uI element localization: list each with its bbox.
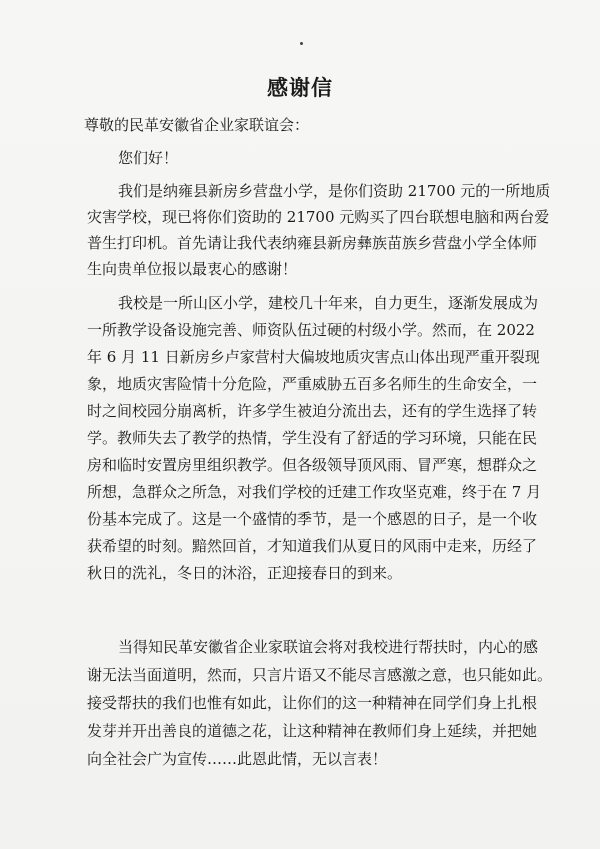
paragraph-2-line: 秋日的洗礼，冬日的沐浴，正迎接春日的到来。 <box>87 564 403 582</box>
paragraph-1-line: 灾害学校，现已将你们资助的 21700 元购买了四台联想电脑和两台爱 <box>87 208 550 226</box>
paragraph-2-line: 我校是一所山区小学，建校几十年来，自力更生，逐渐发展成为 <box>118 294 539 312</box>
paragraph-2-line: 所想，急群众之所急，对我们学校的迁建工作攻坚克难，终于在 7 月 <box>87 483 542 501</box>
letter-title: 感谢信 <box>267 75 333 100</box>
salutation: 尊敬的民革安徽省企业家联谊会： <box>84 116 310 134</box>
greeting: 您们好！ <box>118 149 179 167</box>
paragraph-1-line: 我们是纳雍县新房乡营盘小学，是你们资助 21700 元的一所地质 <box>118 182 551 200</box>
paper-speck <box>300 42 303 45</box>
paragraph-2-line: 获希望的时刻。黯然回首，才知道我们从夏日的风雨中走来，历经了 <box>87 537 538 555</box>
paragraph-3-line: 向全社会广为宣传……此恩此情，无以言表！ <box>87 750 388 768</box>
paragraph-1-line: 普生打印机。首先请让我代表纳雍县新房彝族苗族乡营盘小学全体师 <box>87 234 538 252</box>
paragraph-2-line: 象，地质灾害险情十分危险，严重威胁五百多名师生的生命安全，一 <box>87 375 538 393</box>
paragraph-2-line: 年 6 月 11 日新房乡卢家营村大偏坡地质灾害点山体出现严重开裂现 <box>87 348 540 366</box>
paragraph-3-line: 发芽并开出善良的道德之花，让这种精神在教师们身上延续，并把她 <box>87 722 538 740</box>
paragraph-2-line: 时之间校园分崩离析，许多学生被迫分流出去，还有的学生选择了转 <box>87 402 538 420</box>
paragraph-2-line: 房和临时安置房里组织教学。但各级领导顶风雨、冒严寒，想群众之 <box>87 456 538 474</box>
paragraph-2-line: 一所教学设备设施完善、师资队伍过硬的村级小学。然而，在 2022 <box>87 321 535 339</box>
paragraph-2-line: 学。教师失去了教学的热情，学生没有了舒适的学习环境，只能在民 <box>87 429 538 447</box>
paragraph-3-line: 接受帮扶的我们也惟有如此，让你们的这一种精神在同学们身上扎根 <box>87 694 538 712</box>
paragraph-3-line: 谢无法当面道明，然而，只言片语又不能尽言感激之意，也只能如此。 <box>87 666 553 684</box>
paragraph-3-line: 当得知民革安徽省企业家联谊会将对我校进行帮扶时，内心的感 <box>118 638 539 656</box>
paragraph-2-line: 份基本完成了。这是一个盛情的季节，是一个感恩的日子，是一个收 <box>87 510 538 528</box>
paragraph-1-line: 生向贵单位报以最衷心的感谢！ <box>87 260 298 278</box>
